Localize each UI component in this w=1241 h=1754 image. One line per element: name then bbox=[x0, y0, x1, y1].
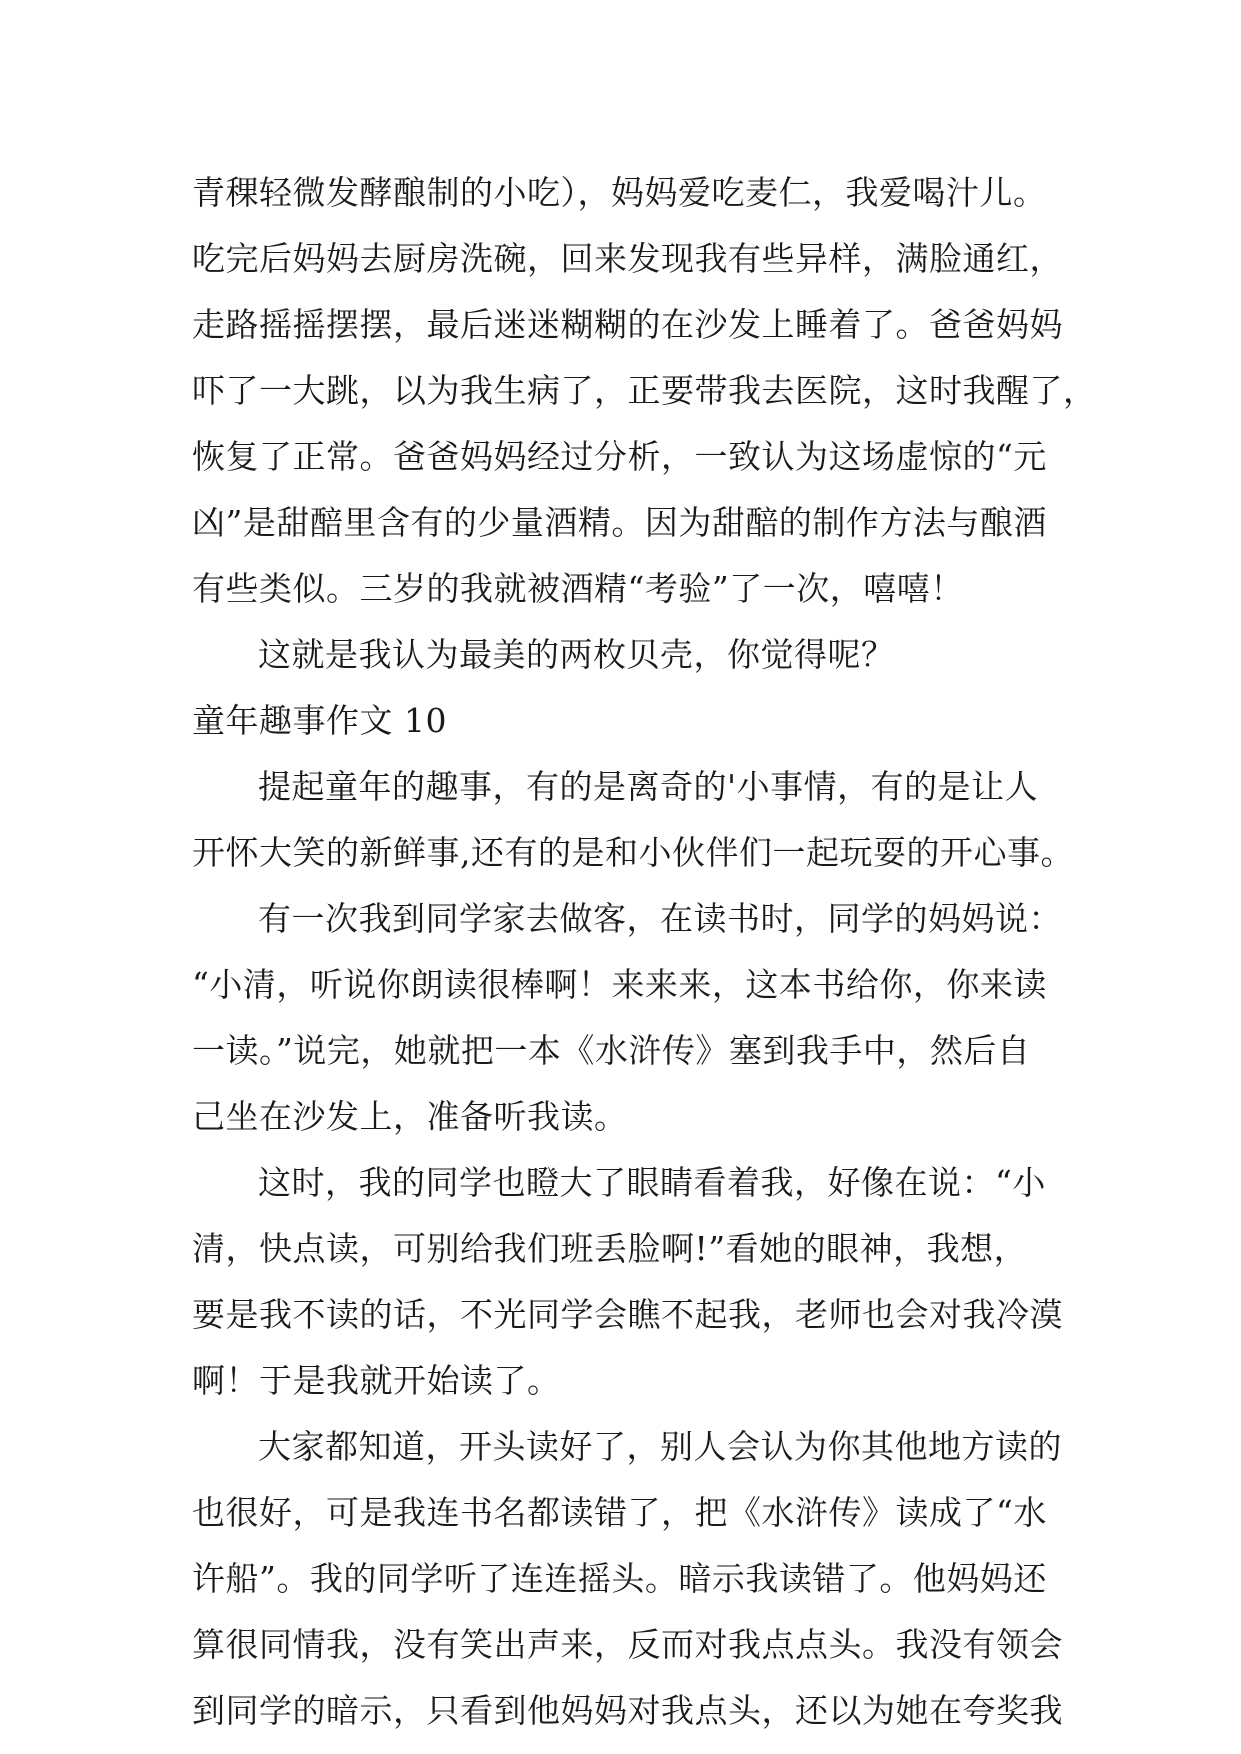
text-line: 到同学的暗示，只看到他妈妈对我点头，还以为她在夸奖我 bbox=[192, 1691, 1063, 1730]
text-line: 恢复了正常。爸爸妈妈经过分析，一致认为这场虚惊的“元 bbox=[192, 437, 1047, 476]
section-heading: 童年趣事作文 10 bbox=[192, 701, 447, 740]
paragraph-first-line: 有一次我到同学家去做客，在读书时，同学的妈妈说： bbox=[258, 899, 1062, 938]
article-body bbox=[192, 160, 1097, 1744]
text-line: 凶”是甜醅里含有的少量酒精。因为甜醅的制作方法与酿酒 bbox=[192, 503, 1047, 542]
text-line: 许船”。我的同学听了连连摇头。暗示我读错了。他妈妈还 bbox=[192, 1559, 1047, 1598]
text-line: 吓了一大跳，以为我生病了，正要带我去医院，这时我醒了， bbox=[192, 371, 1097, 410]
text-line: 己坐在沙发上，准备听我读。 bbox=[192, 1097, 628, 1136]
text-line: 一读。”说完，她就把一本《水浒传》塞到我手中，然后自 bbox=[192, 1031, 1031, 1070]
paragraph-first-line: 这时，我的同学也瞪大了眼睛看着我，好像在说：“小 bbox=[258, 1163, 1046, 1202]
text-line: 清，快点读，可别给我们班丢脸啊!”看她的眼神，我想， bbox=[192, 1229, 1028, 1268]
paragraph-first-line: 大家都知道，开头读好了，别人会认为你其他地方读的 bbox=[258, 1427, 1062, 1466]
text-line: 走路摇摇摆摆，最后迷迷糊糊的在沙发上睡着了。爸爸妈妈 bbox=[192, 305, 1063, 344]
text-line: 有些类似。三岁的我就被酒精“考验”了一次，嘻嘻！ bbox=[192, 569, 964, 608]
text-line: 也很好，可是我连书名都读错了，把《水浒传》读成了“水 bbox=[192, 1493, 1047, 1532]
text-line: “小清，听说你朗读很棒啊！来来来，这本书给你，你来读 bbox=[192, 965, 1047, 1004]
text-line: 青稞轻微发酵酿制的小吃），妈妈爱吃麦仁，我爱喝汁儿。 bbox=[192, 173, 1047, 212]
paragraph-first-line: 这就是我认为最美的两枚贝壳，你觉得呢？ bbox=[258, 635, 895, 674]
text-line: 要是我不读的话，不光同学会瞧不起我，老师也会对我冷漠 bbox=[192, 1295, 1063, 1334]
text-line: 算很同情我，没有笑出声来，反而对我点点头。我没有领会 bbox=[192, 1625, 1063, 1664]
paragraph-first-line: 提起童年的趣事，有的是离奇的'小事情，有的是让人 bbox=[258, 767, 1039, 806]
text-line: 开怀大笑的新鲜事,还有的是和小伙伴们一起玩耍的开心事。 bbox=[192, 833, 1074, 872]
text-line: 吃完后妈妈去厨房洗碗，回来发现我有些异样，满脸通红， bbox=[192, 239, 1063, 278]
text-line: 啊！于是我就开始读了。 bbox=[192, 1361, 561, 1400]
